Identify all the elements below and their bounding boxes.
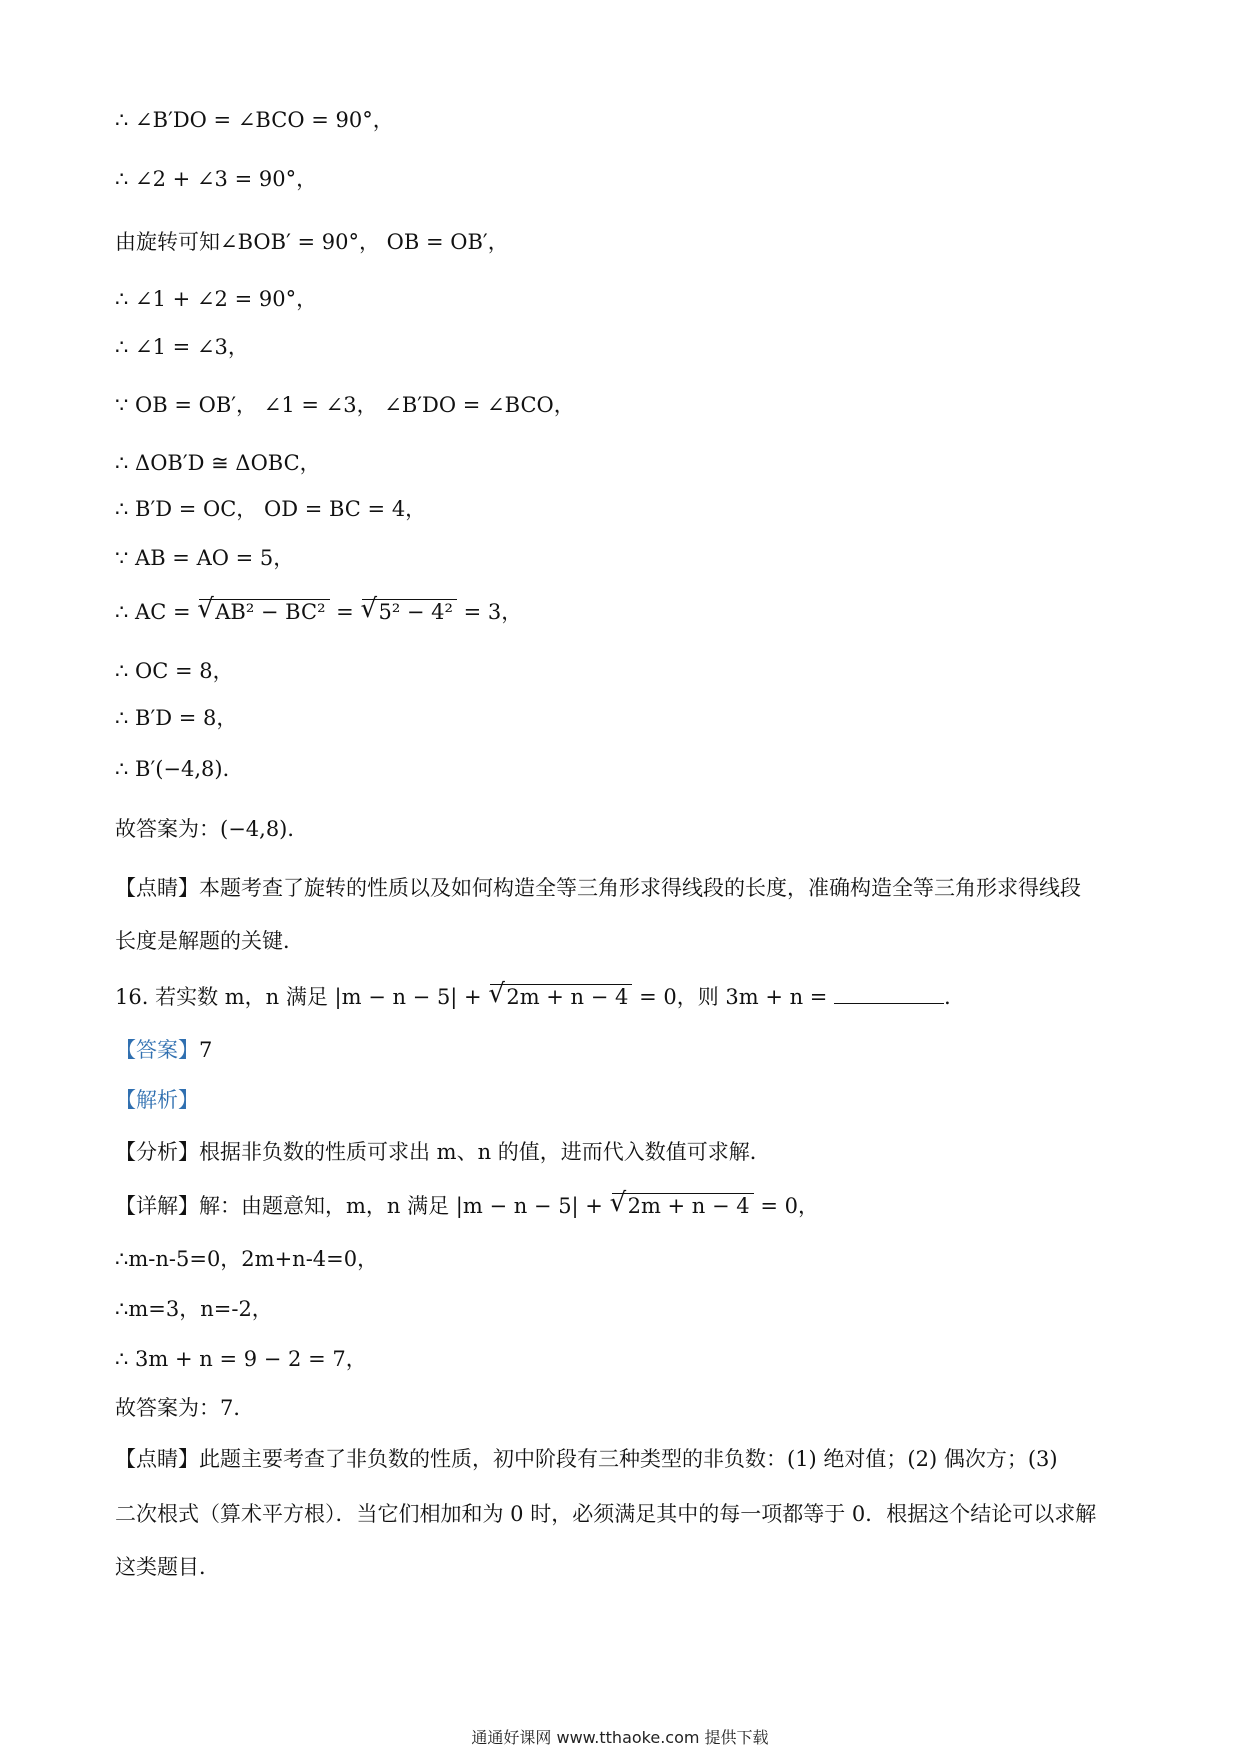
q16-suffix: ． [944,985,966,1009]
text-line: ∴ B′D = OC， OD = BC = 4， [115,497,427,521]
ac-equation-line [115,598,522,626]
text-line: 这类题目． [115,1555,220,1579]
text-line: ∴m-n-5=0，2m+n-4=0， [115,1247,379,1271]
text-line: 【点睛】此题主要考查了非负数的性质，初中阶段有三种类型的非负数：(1) 绝对值；(2) 偶次方；(3) [115,1447,1058,1471]
ac-suffix: = 3， [456,600,523,624]
text-line: ∴ ∠2 + ∠3 = 90°， [115,167,318,191]
sqrt-5-4: √ 5² − 4² [362,599,457,624]
text-line: 【点睛】本题考查了旋转的性质以及如何构造全等三角形求得线段的长度，准确构造全等三角形求得线段 [115,876,1081,900]
analysis-tag: 【解析】 [115,1088,199,1112]
text-line: ∴m=3，n=-2， [115,1297,273,1321]
q16-middle: = 0，则 3m + n = [632,985,835,1009]
text-line: 故答案为：(−4,8)． [115,817,309,841]
text-line: 由旋转可知∠BOB′ = 90°， OB = OB′， [115,230,509,254]
page-footer: 通通好课网 www.tthaoke.com 提供下载 [471,1728,769,1747]
text-line: ∴ ∠1 + ∠2 = 90°， [115,287,318,311]
text-line: ∴ B′(−4,8)． [115,757,244,781]
ac-prefix: ∴ AC = [115,600,198,624]
answer-blank [834,983,944,1004]
q16-sqrt: √ 2m + n − 4 [490,984,632,1009]
question-16 [115,983,965,1011]
answer-value: 7 [199,1038,213,1062]
sqrt-ab-bc: √ AB² − BC² [199,599,329,624]
xiangjie-sqrt: √ 2m + n − 4 [612,1193,754,1218]
xiangjie-suffix: = 0， [753,1194,819,1218]
xiangjie-prefix: 【详解】解：由题意知，m，n 满足 |m − n − 5| + [115,1194,610,1218]
text-line: ∵ AB = AO = 5， [115,546,295,570]
text-line: ∴ ∠B′DO = ∠BCO = 90°， [115,108,394,132]
text-line: ∴ 3m + n = 9 − 2 = 7， [115,1347,367,1371]
ac-mid: = [329,600,361,624]
text-line: ∴ OC = 8， [115,659,234,683]
text-line: ∴ ∠1 = ∠3， [115,335,249,359]
text-line: ∴ ΔOB′D ≅ ΔOBC， [115,451,321,475]
xiangjie-line [115,1192,819,1220]
fenxi-line: 【分析】根据非负数的性质可求出 m、n 的值，进而代入数值可求解． [115,1140,771,1164]
text-line: 长度是解题的关键． [115,929,304,953]
answer-line [115,1036,212,1064]
text-line: 故答案为：7． [115,1396,255,1420]
text-line: 二次根式（算术平方根）．当它们相加和为 0 时，必须满足其中的每一项都等于 0．根据这个结论可以求解 [115,1502,1097,1526]
answer-tag: 【答案】 [115,1038,199,1062]
text-line: ∴ B′D = 8， [115,706,238,730]
text-line: ∵ OB = OB′， ∠1 = ∠3， ∠B′DO = ∠BCO， [115,393,575,417]
q16-prefix: 16. 若实数 m，n 满足 |m − n − 5| + [115,985,489,1009]
